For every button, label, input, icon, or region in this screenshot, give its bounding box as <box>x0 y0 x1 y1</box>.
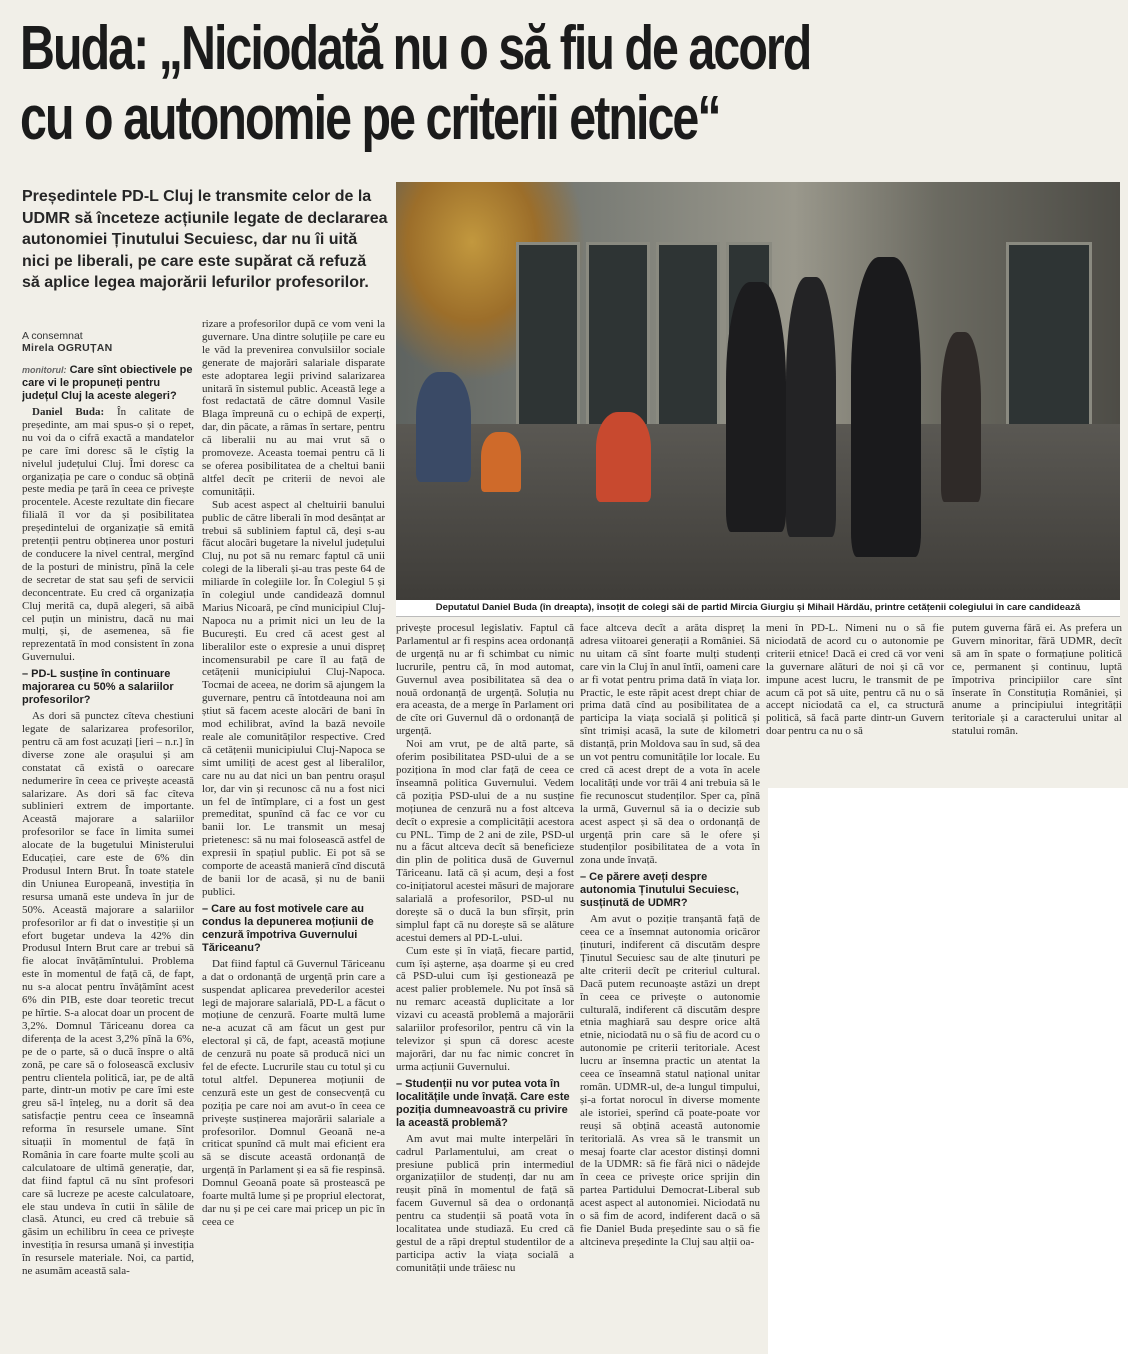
answer: Cum este și în viață, fiecare partid, cum își așterne, așa doarme și eu cred că PSD-ului cum își gestionează pe acest palier problemele. Nu pot însă să nu remarc această duplicitate a lor vizavi cu această problemă a majorării salariilor profesorilor, pentru că vin la televizor și spun că doresc aceste majorări, dar nu fac nimic concret în urma acțiunii Guvernului. <box>396 944 574 1073</box>
headline <box>20 14 874 154</box>
speaker-name: Daniel Buda: <box>32 406 105 418</box>
answer: Dat fiind faptul că Guvernul Tăriceanu a dat o ordonanță de urgență prin care a suspendat aplicarea prevederilor acestei legi de majorare salarială, PD-L a făcut o moțiune de cenzură. Foarte multă lume ne-a acuzat că am făcut un gest pur electoral și că, de fapt, această moțiune de cenzură nu poate să producă nici un fel de efecte. Lucrurile stau cu totul și cu totul altfel. Depunerea moțiunii de cenzură este un gest de consecvență cu poziția pe care noi am avut-o în ceea ce privește susținerea majorării salariale a profesorilor. Domnul Geoană ne-a criticat spunînd că mult mai eficient era să se discute această ordonanță de urgență în Parlament și ea să fie respinsă. Domnul Geoană poate să prostească pe foarte multă lume și pe propriul electorat, dar nu și pe cei care mai pricep un pic în ceea ce <box>202 957 385 1228</box>
headline-line-1: Buda: „Niciodată nu o să fiu de acord <box>20 14 811 83</box>
answer: As dori să punctez cîteva chestiuni legate de salarizarea profesorilor, pentru că am fost acuzați [ieri – n.r.] în diverse zone ale orașului și am constatat că există o oarecare nedumerire în ceea ce privește această salarizare. As dori să fac cîteva sublinieri extrem de importante. Această majorare a salariilor profesorilor se face în limita sumei alocate de la bugetului Ministerului Educației, care este de 6% din Produsul Intern Brut. În toate statele din Uniunea Europeană, investiția în resursa umană este undeva în jur de 50%. Această majorare a salariilor profesorilor ar fi dat o investiție și un efort bugetar undeva la 42% din Produsul Intern Brut care ar trebui să fie alocat învățămîntului. Problema este în momentul de față că, de fapt, nu s-a alocat pentru învățămînt acest 6% din PIB, este doar teoretic trecut pe hîrtie. S-a alocat doar un procent de 3,2%. Domnul Tăriceanu dorea ca diferența de la acest 3,2% pînă la 6%, pe de o parte, să o ducă înspre o altă zonă, pe care să o folosească exclusiv pentru clientela politică, iar, pe de altă parte, dintr-un motiv pe care îmi este greu să-l înțeleg, nu a dorit să dea satisfacție pentru ceea ce înseamnă reforma în resursele umane. Sînt situații în momentul de față în România în care foarte multe școli au calculatoare de ultimă generație, dar, dat fiind faptul că nu sînt profesori care să lucreze pe aceste calculatoare, ele stau undeva în cutii în sălile de clasă. Atunci, eu cred că trebuie să găsim un echilibru în ceea ce privește investiția în resursa umană și investiția în resursele materiale. Noi, ca partid, ne asumăm această sala- <box>22 710 194 1278</box>
text-column-5 <box>766 622 944 782</box>
photo-person <box>941 332 981 502</box>
divider <box>396 616 1120 617</box>
byline-author: Mirela OGRUȚAN <box>22 342 113 354</box>
answer: Sub acest aspect al cheltuirii banului public de către liberali în mod desănțat ar trebui să subliniem faptul că, deși s-au făcut alocări bugetare la nivelul județului Cluj, nu pot să nu remarc faptul că unii colegi de la liberali și-au tras peste 64 de miliarde în colegiile lor. În Colegiul 5 și în colegiul unde candidează domnul Marius Nicoară, pe cînd municipiul Cluj-Napoca nu a primit nici un leu de la București. Eu cred că acest gest al liberalilor este o expresie a unui dispreț incomensurabil pe care îl au față de cetățenii municipiului Cluj-Napoca. Tocmai de aceea, ne dorim să ajungem la guvernare, pentru că întotdeauna noi am știut să facem aceste alocări de bani în mod echilibrat, avînd la bază nevoile reale ale comunităților respective. Cred că cetățenii municipiului Cluj-Napoca se simt umiliți de acest gest al liberalilor, care nu au dat nici un ban pentru orașul lor, dar vin și recunosc că nu a fost nici un fel de întîmplare, ci a fost un gest premeditat, spunînd că fac ce vor cu banii lor. Le transmit un mesaj prietenesc: să nu mai folosească astfel de expresii în spațiul public. Ei pot să se comporte de această manieră cînd discută de banii lor de acasă, și nu de banii publici. <box>202 498 385 898</box>
answer: Am avut mai multe interpelări în cadrul Parlamentului, am creat o presiune publică prin intermediul organizațiilor de studenți, dar nu am reușit pînă în momentul de față să facem Guvernul să dea o ordonanță pentru ca studenții să poată vota în localitatea unde studiază. Eu cred că gestul de a răpi dreptul studentilor de a participa activ la viața socială a comunității unde trăiesc nu <box>396 1132 574 1274</box>
byline-label: A consemnat <box>22 330 83 342</box>
question: – Care au fost motivele care au condus la depunerea moțiunii de cenzură împotriva Guvernului Tăriceanu? <box>202 902 374 954</box>
answer: meni în PD-L. Nimeni nu o să fie niciodată de acord cu o autonomie pe criterii etnice! Dacă ei cred că vor veni la guvernare alături de noi și că vor impune acest lucru, le transmit de pe acum că pot să uite, pentru că nu o să accept niciodată ca el, ca structură politică, să facă parte dintr-un Guvern doar pentru ca nu o să <box>766 622 944 738</box>
photo-person <box>726 282 786 532</box>
article-photo <box>396 182 1120 600</box>
photo-window <box>1006 242 1092 438</box>
answer: face altceva decît a arăta dispreț la adresa viitoarei generații a României. Să nu uitam că sînt foarte mulți studenți care vin la Cluj în anul întîi, oameni care ar fi votat pentru prima dată în viața lor. Practic, le este răpit acest drept chiar de prima dată cînd au posibilitatea de a participa la viața socială și politică și sînt trimiși acasă, la sute de kilometri distanță, prin Moldova sau în sud, să dea un vot pentru comunitățile lor locale. Eu cred că acest drept de a vota în acele localități unde vor trăi 4 ani trebuia să le fie recunoscut studenților. Sper ca, pînă la urmă, Guvernul să ia o decizie sub acest aspect și să dea o ordonanță de urgență prin care să le ofere și studenților posibilitatea de a vota în zona unde învață. <box>580 622 760 867</box>
answer: putem guverna fără ei. As prefera un Guvern minoritar, fără UDMR, decît să am în spate o formațiune politică ce, permanent și continuu, luptă împotriva principiilor care sînt înserate în Constituția României, și anume a principiului integrității teritoriale și a caracterului unitar al statului român. <box>952 622 1122 738</box>
text-column-2 <box>202 318 385 1345</box>
text-column-1 <box>22 360 194 1345</box>
photo-window <box>656 242 720 438</box>
question: – Ce părere aveți despre autonomia Ținutului Secuiesc, susținută de UDMR? <box>580 871 739 910</box>
text-column-3 <box>396 622 574 1345</box>
question: – PD-L susține în continuare majorarea cu 50% a salariilor profesorilor? <box>22 668 174 707</box>
text-column-6 <box>952 622 1122 782</box>
photo-person <box>786 277 836 537</box>
text-column-4 <box>580 622 760 1345</box>
byline <box>22 330 192 354</box>
photo-person <box>481 432 521 492</box>
photo-window <box>516 242 580 438</box>
question-text: Care sînt obiectivele pe care vi le propuneți pentru județul Cluj la aceste alegeri? <box>22 364 193 402</box>
photo-person <box>596 412 651 502</box>
answer: Am avut o poziție tranșantă față de ceea ce a însemnat autonomia oricăror ținuturi, indiferent că discutăm despre Ținutul Secuiesc sau de alte ținuturi pe alte criterii decît pe criteriul cultural. Dacă putem recunoaște astăzi un drept în ceea ce privește o autonomie culturală, indiferent că discutăm despre etnia maghiară sau despre orice altă etnie, niciodată nu o să fiu de acord cu o autonomie pe criterii teritoriale. Acest lucru ar însemna practic un atentat la ceea ce înseamnă statul național unitar român. UDMR-ul, de-a lungul timpului, și-a fortat norocul în diverse momente ale istoriei, sperînd că poate-poate vor reuși să obțină această autonomie teritorială. As vrea să le transmit un mesaj foarte clar acestor distinși domni de la UDMR: să fie fără nici o nădejde în ceea ce privește orice sprijin din partea Partidului Democrat-Liberal sub acest aspect al autonomiei. Niciodată nu o să fim de acord, indiferent dacă o să fie Daniel Buda președinte sau o să fie altcineva președinte la Cluj sau alții oa- <box>580 913 760 1248</box>
answer-text: În calitate de președinte, am mai spus-o și o repet, nu voi da o cifră exactă a mandatelor pe care îmi doresc să le cîștig la nivelul județului Cluj. Îmi doresc ca organizația pe care o conduc să obțină peste media pe țară în ceea ce privește procentele. Aceste rezultate din fiecare filială îl vor da și posibilitatea președintelui de organizație să emită pretenții pentru obținerea unor posturi de conducere la nivel central, mergînd de la posturi de ministru, pînă la cele de secretar de stat sau șefi de servicii deconcentrate. Eu cred că organizația Cluj merită ca, după alegeri, să aibă cel puțin un ministru, dacă nu mai mulți, și, de asemenea, să fie reprezentată în mod consistent în zona Guvernului. <box>22 406 194 664</box>
question: – Studenții nu vor putea vota în localitățile unde învață. Care este poziția dumneavoastră cu privire la această problemă? <box>396 1077 570 1129</box>
lead-paragraph: Președintele PD-L Cluj le transmite celor de la UDMR să înceteze acțiunile legate de declararea autonomiei Ținutului Secuiesc, dar nu îi uită nici pe liberali, pe care este supărat că refuză să aplice legea majorării lefurilor profesorilor. <box>22 188 388 291</box>
blank-area <box>768 788 1128 1354</box>
question <box>22 364 194 403</box>
publication-tag: monitorul: <box>22 365 67 375</box>
answer: rizare a profesorilor după ce vom veni la guvernare. Una dintre soluțiile pe care eu le văd la prevenirea convulsiilor sociale generate de majorări salariale disparate este adoptarea legii privind salarizarea unitară în sistemul public. Această lege a fost redactată de către domnul Vasile Blaga împreună cu o echipă de experți, dar, din păcate, a rămas în sertare, pentru că liberalii nu au mai vrut să o promoveze. Aceasta toemai pentru că li se oferea posibilitatea de a cheltui banii altfel decît pe criterii de nevoi ale comunității. <box>202 318 385 498</box>
photo-caption: Deputatul Daniel Buda (în dreapta), însoțit de colegi săi de partid Mircia Giurgiu și Mihail Hărdău, printre cetățenii colegiului în care candidează <box>396 600 1120 616</box>
photo-person <box>851 257 921 557</box>
answer: Noi am vrut, pe de altă parte, să oferim posibilitatea PSD-ului de a se poziționa în mod clar față de ceea ce înseamnă politica Guvernului. Vedem că poziția PSD-ului de a nu susține moțiunea de cenzură nu a fost altceva decît o expresie a complicității acestora cu PNL. Timp de 2 ani de zile, PSD-ul nu a făcut altceva decît să beneficieze din plin de politica dusă de Guvernul Tăriceanu. Iată că și acum, deși a fost co-inițiatorul acestei măsuri de majorare salarială a profesorilor, PSD-ul nu dorește să o ducă la bun sfîrșit, prin simplul fapt că nu dorește să se alăture acestui demers al PD-L-ului. <box>396 738 574 944</box>
photo-person <box>416 372 471 482</box>
answer: privește procesul legislativ. Faptul că Parlamentul ar fi respins acea ordonanță de urgență nu ar fi schimbat cu nimic lucrurile, pentru că, în mod automat, Guvernul avea posibilitatea să dea o nouă ordonanță de urgență. Soluția nu era aceasta, de a merge în Parlament ori de cîte ori Guvernul dă o ordonanță de urgență. <box>396 622 574 738</box>
photo-window <box>586 242 650 438</box>
headline-line-2: cu o autonomie pe criterii etnice“ <box>20 84 720 153</box>
answer <box>22 406 194 664</box>
